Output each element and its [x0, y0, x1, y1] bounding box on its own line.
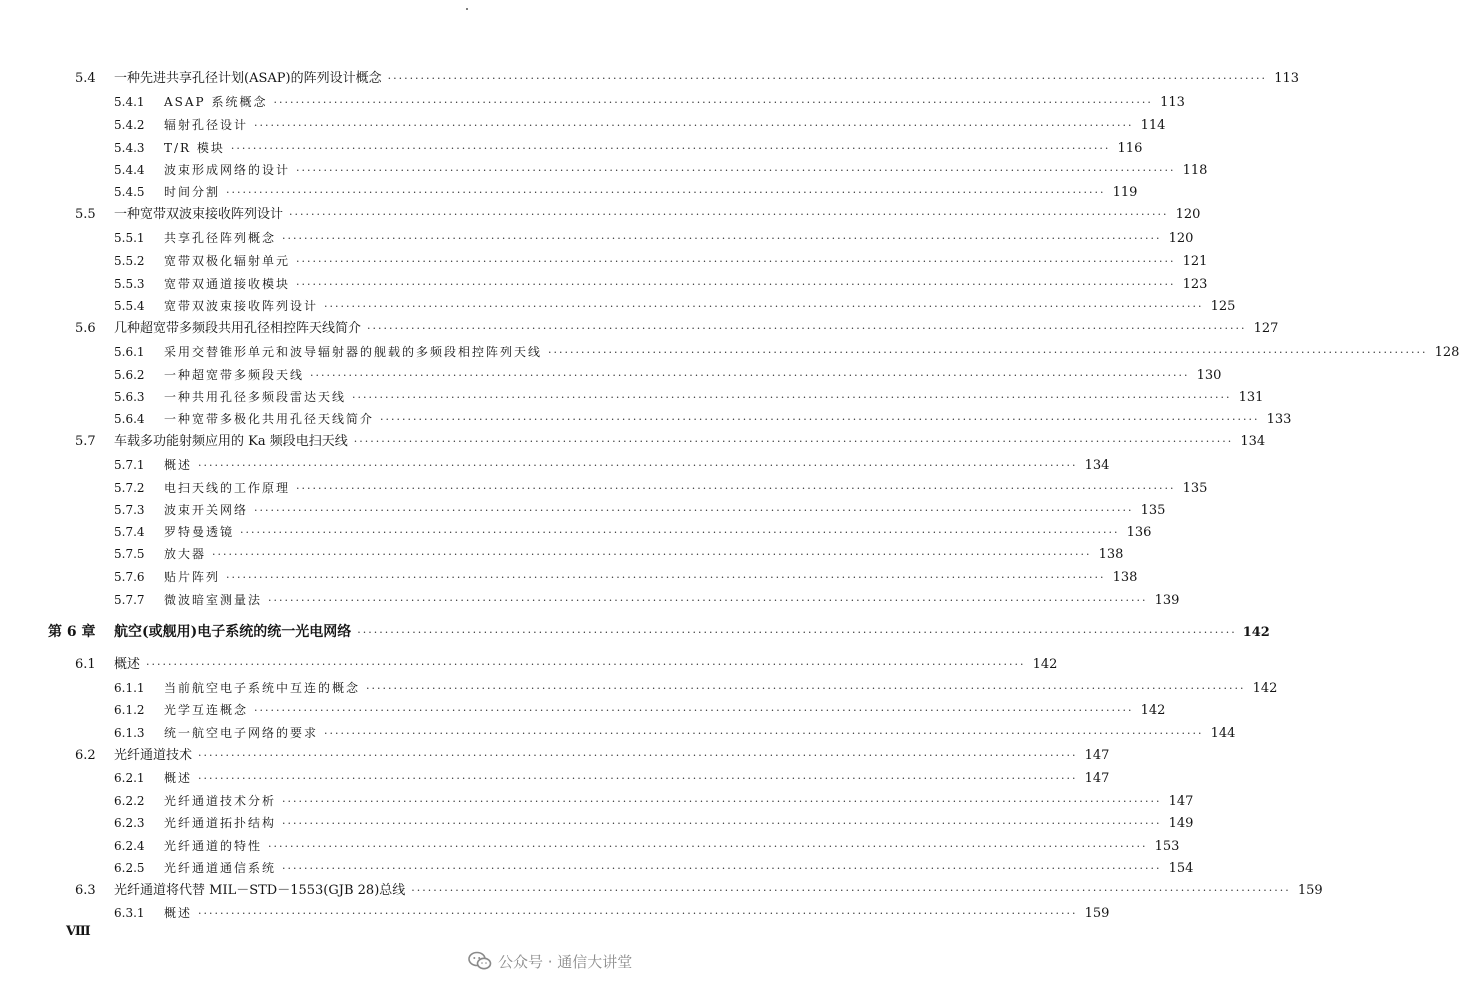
toc-page-number: 118 — [1182, 163, 1208, 178]
toc-entry-title: 航空(或舰用)电子系统的统一光电网络 — [114, 624, 352, 640]
toc-entry-number: 5.6 — [75, 321, 96, 336]
toc-entry-title: 波束形成网络的设计 — [164, 163, 291, 177]
toc-section-row — [0, 318, 1279, 340]
toc-dot-leader: ································································································································································ — [296, 255, 1176, 268]
toc-entry-title: 当前航空电子系统中互连的概念 — [164, 681, 361, 695]
toc-dot-leader: ································································································································································ — [353, 435, 1234, 448]
toc-entry-number: 5.4.2 — [114, 118, 145, 132]
toc-page-number: 114 — [1140, 118, 1166, 133]
toc-entry — [164, 589, 1180, 612]
toc-entry — [114, 654, 1058, 676]
toc-entry — [114, 745, 1110, 767]
toc-page-number: 138 — [1112, 570, 1138, 585]
toc-entry-title: 一种先进共享孔径计划(ASAP)的阵列设计概念 — [114, 71, 382, 86]
toc-entry-number: 5.4.1 — [114, 95, 145, 109]
toc-dot-leader: ································································································································································ — [387, 72, 1268, 85]
toc-entry-number: 6.1.3 — [114, 726, 145, 740]
toc-entry — [164, 722, 1236, 745]
toc-entry-number: 6.2.3 — [114, 816, 145, 830]
toc-page-number: 128 — [1434, 345, 1459, 360]
toc-entry-title: 光纤通道拓扑结构 — [164, 816, 277, 830]
toc-entry-title: 时间分割 — [164, 185, 221, 199]
toc-sub-row — [0, 477, 1208, 499]
toc-entry-number: 5.5 — [75, 207, 96, 222]
toc-entry — [164, 364, 1222, 387]
toc-sub-row — [0, 273, 1208, 295]
toc-page-number: 142 — [1032, 657, 1058, 672]
toc-page-number: 116 — [1117, 141, 1143, 156]
toc-dot-leader: ································································································································································ — [324, 727, 1204, 740]
toc-page-number: 119 — [1112, 185, 1138, 200]
toc-entry — [164, 227, 1194, 250]
toc-entry — [164, 454, 1110, 477]
toc-page-number: 136 — [1126, 525, 1152, 540]
toc-entry — [164, 543, 1124, 566]
toc-entry-number: 5.4.3 — [114, 141, 145, 155]
toc-entry-title: 统一航空电子网络的要求 — [164, 726, 319, 740]
toc-page-number: 130 — [1196, 368, 1222, 383]
toc-entry — [164, 857, 1194, 880]
toc-entry — [164, 295, 1236, 318]
toc-entry-number: 5.7.6 — [114, 570, 145, 584]
toc-page-number: 133 — [1266, 412, 1292, 427]
toc-entry-number: 5.5.4 — [114, 299, 145, 313]
toc-page-number: 139 — [1154, 593, 1180, 608]
toc-dot-leader: ································································································································································ — [357, 626, 1237, 639]
toc-dot-leader: ································································································································································ — [268, 594, 1148, 607]
toc-entry-title: 光纤通道技术 — [114, 748, 193, 763]
toc-entry-title: 概述 — [164, 458, 193, 472]
toc-page-number: 147 — [1084, 748, 1110, 763]
toc-entry-number: 5.7.4 — [114, 525, 145, 539]
toc-page-number: 125 — [1210, 299, 1236, 314]
toc-entry-title: T/R 模块 — [164, 141, 225, 155]
toc-entry — [164, 114, 1166, 137]
toc-entry — [164, 677, 1278, 700]
toc-sub-row — [0, 902, 1110, 924]
scan-speck — [466, 8, 468, 10]
toc-entry — [164, 341, 1459, 364]
toc-dot-leader: ································································································································································ — [310, 369, 1190, 382]
toc-page-number: 120 — [1175, 207, 1201, 222]
toc-entry-title: 采用交替锥形单元和波导辐射器的舰载的多频段相控阵列天线 — [164, 345, 543, 359]
toc-entry-number: 5.5.1 — [114, 231, 145, 245]
toc-entry-number: 5.4 — [75, 71, 96, 86]
toc-entry-number: 5.7.3 — [114, 503, 145, 517]
watermark-text: 公众号 · 通信大讲堂 — [498, 952, 633, 971]
toc-sub-row — [0, 543, 1124, 565]
toc-entry — [164, 566, 1138, 589]
toc-page-number: 138 — [1098, 547, 1124, 562]
toc-entry — [164, 137, 1143, 160]
toc-entry-title: 共享孔径阵列概念 — [164, 231, 277, 245]
toc-entry-title: 车载多功能射频应用的 Ka 频段电扫天线 — [114, 434, 348, 449]
toc-page-number: 120 — [1168, 231, 1194, 246]
toc-dot-leader: ································································································································································ — [296, 164, 1176, 177]
toc-page-number: 144 — [1210, 726, 1236, 741]
toc-entry-title: 一种宽带多极化共用孔径天线简介 — [164, 412, 375, 426]
toc-entry-number: 5.6.2 — [114, 368, 145, 382]
toc-entry — [164, 91, 1185, 114]
toc-entry-number: 第 6 章 — [48, 624, 96, 640]
toc-entry-title: 几种超宽带多频段共用孔径相控阵天线简介 — [114, 321, 362, 336]
toc-entry-number: 5.4.5 — [114, 185, 145, 199]
toc-entry-number: 6.3.1 — [114, 906, 145, 920]
toc-entry — [164, 477, 1208, 500]
toc-entry-number: 6.2.4 — [114, 839, 145, 853]
toc-dot-leader: ································································································································································ — [296, 278, 1176, 291]
toc-entry — [164, 408, 1292, 431]
toc-dot-leader: ································································································································································ — [282, 817, 1162, 830]
toc-sub-row — [0, 677, 1278, 699]
toc-entry-title: 宽带双通道接收模块 — [164, 277, 291, 291]
watermark — [468, 946, 632, 976]
toc-entry-title: 贴片阵列 — [164, 570, 221, 584]
toc-entry — [164, 790, 1194, 813]
toc-sub-row — [0, 589, 1180, 611]
toc-sub-row — [0, 181, 1138, 203]
toc-entry-number: 5.6.4 — [114, 412, 145, 426]
toc-entry-number: 5.6.1 — [114, 345, 145, 359]
toc-entry — [164, 812, 1194, 835]
toc-sub-row — [0, 835, 1180, 857]
toc-sub-row — [0, 137, 1143, 159]
toc-sub-row — [0, 454, 1110, 476]
toc-page-number: 142 — [1140, 703, 1166, 718]
toc-dot-leader: ································································································································································ — [411, 884, 1291, 897]
toc-entry-number: 6.2.1 — [114, 771, 145, 785]
toc-entry — [114, 68, 1300, 90]
toc-sub-row — [0, 566, 1138, 588]
toc-section-row — [0, 204, 1201, 226]
toc-dot-leader: ································································································································································ — [548, 346, 1428, 359]
toc-entry-number: 5.5.2 — [114, 254, 145, 268]
toc-entry-number: 6.2.2 — [114, 794, 145, 808]
toc-sub-row — [0, 250, 1208, 272]
toc-entry — [114, 431, 1266, 453]
toc-entry-number: 6.2.5 — [114, 861, 145, 875]
wechat-icon — [468, 951, 492, 971]
toc-entry — [164, 521, 1152, 544]
toc-section-row — [0, 654, 1058, 676]
toc-dot-leader: ································································································································································ — [212, 548, 1092, 561]
toc-sub-row — [0, 386, 1264, 408]
toc-dot-leader: ································································································································································ — [282, 795, 1162, 808]
toc-section-row — [0, 745, 1110, 767]
toc-entry — [164, 250, 1208, 273]
toc-dot-leader: ································································································································································ — [268, 840, 1148, 853]
toc-section-row — [0, 431, 1266, 453]
toc-dot-leader: ································································································································································ — [282, 862, 1162, 875]
toc-dot-leader: ································································································································································ — [367, 322, 1247, 335]
toc-entry — [164, 181, 1138, 204]
toc-entry-title: 光纤通道通信系统 — [164, 861, 277, 875]
toc-entry-title: 光纤通道的特性 — [164, 839, 263, 853]
toc-entry-number: 5.5.3 — [114, 277, 145, 291]
toc-dot-leader: ································································································································································ — [198, 907, 1078, 920]
toc-sub-row — [0, 341, 1459, 363]
toc-entry-title: ASAP 系统概念 — [164, 95, 268, 109]
toc-entry-title: 一种宽带双波束接收阵列设计 — [114, 207, 284, 222]
toc-page-number: 159 — [1297, 883, 1323, 898]
toc-dot-leader: ································································································································································ — [240, 526, 1120, 539]
toc-entry-number: 6.2 — [75, 748, 96, 763]
toc-entry — [164, 273, 1208, 296]
toc-dot-leader: ································································································································································ — [198, 459, 1078, 472]
toc-sub-row — [0, 227, 1194, 249]
toc-sub-row — [0, 499, 1166, 521]
toc-sub-row — [0, 812, 1194, 834]
toc-page-number: 159 — [1084, 906, 1110, 921]
toc-entry-number: 6.1.2 — [114, 703, 145, 717]
toc-entry-title: 宽带双波束接收阵列设计 — [164, 299, 319, 313]
toc-entry-title: 微波暗室测量法 — [164, 593, 263, 607]
toc-entry-title: 概述 — [164, 906, 193, 920]
toc-dot-leader: ································································································································································ — [254, 704, 1134, 717]
toc-page-number: 113 — [1274, 71, 1300, 86]
toc-dot-leader: ································································································································································ — [198, 772, 1078, 785]
toc-sub-row — [0, 364, 1222, 386]
toc-entry — [164, 499, 1166, 522]
toc-entry-number: 5.7 — [75, 434, 96, 449]
toc-entry-title: 概述 — [114, 657, 141, 672]
toc-page-number: 135 — [1182, 481, 1208, 496]
toc-entry — [164, 767, 1110, 790]
toc-entry — [164, 902, 1110, 925]
toc-sub-row — [0, 857, 1194, 879]
toc-sub-row — [0, 91, 1185, 113]
toc-sub-row — [0, 767, 1110, 789]
toc-entry-number: 6.3 — [75, 883, 96, 898]
toc-page-number: 147 — [1084, 771, 1110, 786]
toc-dot-leader: ································································································································································ — [289, 208, 1169, 221]
toc-entry — [164, 835, 1180, 858]
toc-entry-number: 5.7.2 — [114, 481, 145, 495]
toc-entry-title: 放大器 — [164, 547, 207, 561]
toc-entry-title: 宽带双极化辐射单元 — [164, 254, 291, 268]
toc-dot-leader: ································································································································································ — [226, 186, 1106, 199]
toc-entry-title: 辐射孔径设计 — [164, 118, 249, 132]
toc-entry-title: 电扫天线的工作原理 — [164, 481, 291, 495]
toc-dot-leader: ································································································································································ — [254, 119, 1134, 132]
toc-entry-title: 波束开关网络 — [164, 503, 249, 517]
toc-entry — [164, 386, 1264, 409]
toc-entry-number: 5.6.3 — [114, 390, 145, 404]
toc-entry — [164, 159, 1208, 182]
toc-sub-row — [0, 114, 1166, 136]
toc-entry — [164, 699, 1166, 722]
toc-page-number: 134 — [1084, 458, 1110, 473]
toc-entry-number: 6.1.1 — [114, 681, 145, 695]
toc-chapter-row — [0, 621, 1270, 643]
toc-entry-title: 光纤通道技术分析 — [164, 794, 277, 808]
toc-dot-leader: ································································································································································ — [352, 391, 1232, 404]
toc-page-number: 121 — [1182, 254, 1208, 269]
toc-entry-title: 概述 — [164, 771, 193, 785]
toc-entry-number: 5.7.5 — [114, 547, 145, 561]
toc-dot-leader: ································································································································································ — [226, 571, 1106, 584]
toc-page-number: 154 — [1168, 861, 1194, 876]
toc-entry — [114, 318, 1279, 340]
toc-sub-row — [0, 790, 1194, 812]
toc-entry — [114, 621, 1270, 644]
toc-page-number: 113 — [1160, 95, 1185, 110]
toc-entry-title: 一种共用孔径多频段雷达天线 — [164, 390, 347, 404]
toc-dot-leader: ································································································································································ — [146, 658, 1026, 671]
toc-page-number: 131 — [1238, 390, 1264, 405]
toc-entry-number: 6.1 — [75, 657, 96, 672]
toc-sub-row — [0, 295, 1236, 317]
toc-sub-row — [0, 521, 1152, 543]
toc-entry-title: 光纤通道将代替 MIL－STD－1553(GJB 28)总线 — [114, 883, 406, 898]
toc-sub-row — [0, 722, 1236, 744]
toc-page-number: 149 — [1168, 816, 1194, 831]
toc-entry — [114, 880, 1323, 902]
toc-dot-leader: ································································································································································ — [282, 232, 1162, 245]
toc-dot-leader: ································································································································································ — [198, 749, 1078, 762]
toc-page-number: 153 — [1154, 839, 1180, 854]
page-folio: Ⅷ — [66, 924, 91, 939]
toc-section-row — [0, 880, 1323, 902]
toc-dot-leader: ································································································································································ — [230, 142, 1111, 155]
toc-sub-row — [0, 699, 1166, 721]
toc-dot-leader: ································································································································································ — [254, 504, 1134, 517]
toc-page-number: 123 — [1182, 277, 1208, 292]
toc-entry-title: 光学互连概念 — [164, 703, 249, 717]
toc-dot-leader: ································································································································································ — [273, 96, 1153, 109]
toc-page-number: 142 — [1242, 625, 1270, 640]
toc-dot-leader: ································································································································································ — [380, 413, 1260, 426]
toc-entry — [114, 204, 1201, 226]
toc-page-number: 127 — [1253, 321, 1279, 336]
toc-section-row — [0, 68, 1300, 90]
toc-entry-title: 一种超宽带多频段天线 — [164, 368, 305, 382]
toc-dot-leader: ································································································································································ — [296, 482, 1176, 495]
toc-sub-row — [0, 159, 1208, 181]
toc-entry-number: 5.4.4 — [114, 163, 145, 177]
toc-page-number: 147 — [1168, 794, 1194, 809]
toc-page-number: 134 — [1240, 434, 1266, 449]
toc-entry-title: 罗特曼透镜 — [164, 525, 235, 539]
toc-page-number: 142 — [1252, 681, 1278, 696]
toc-entry-number: 5.7.1 — [114, 458, 145, 472]
toc-page-number: 135 — [1140, 503, 1166, 518]
toc-entry-number: 5.7.7 — [114, 593, 145, 607]
toc-dot-leader: ································································································································································ — [324, 300, 1204, 313]
toc-dot-leader: ································································································································································ — [366, 682, 1246, 695]
toc-sub-row — [0, 408, 1292, 430]
